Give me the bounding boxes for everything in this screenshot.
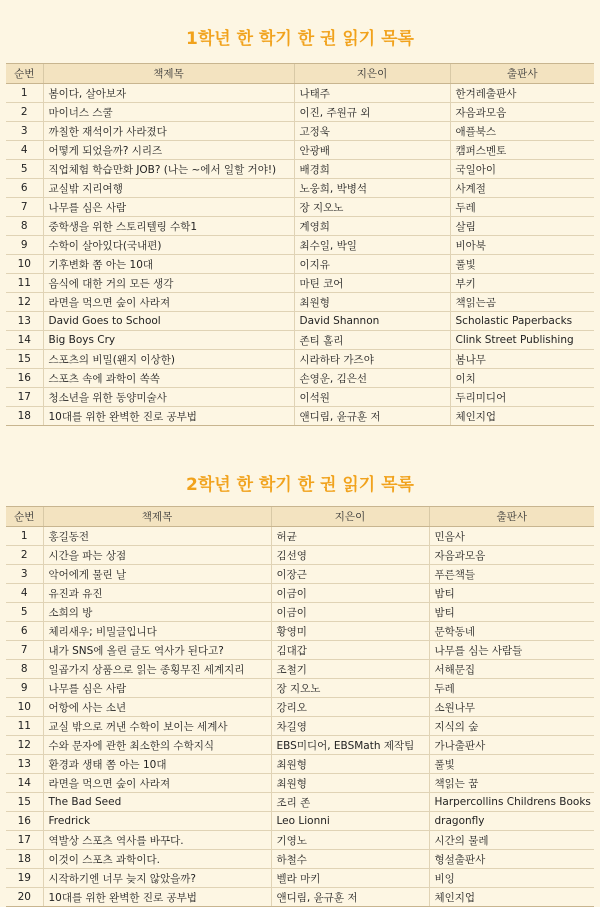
table-row xyxy=(6,350,594,369)
table-row xyxy=(6,622,594,641)
cell-author: 최수일, 박일 xyxy=(294,236,450,255)
cell-publisher: 두레 xyxy=(450,198,594,217)
cell-number: 14 xyxy=(6,331,43,350)
cell-publisher: 밤티 xyxy=(429,603,594,622)
cell-author: 손영운, 김은선 xyxy=(294,369,450,388)
cell-number: 11 xyxy=(6,274,43,293)
header-number: 순번 xyxy=(6,507,43,527)
cell-number: 1 xyxy=(6,84,43,103)
header-author: 지은이 xyxy=(294,64,450,84)
cell-title: 청소년을 위한 동양미술사 xyxy=(43,388,294,407)
cell-number: 3 xyxy=(6,565,43,584)
cell-author: 앤디림, 윤규훈 저 xyxy=(271,888,429,907)
cell-title: 직업체험 학습만화 JOB? (나는 ~에서 일할 거야!) xyxy=(43,160,294,179)
table-row xyxy=(6,812,594,831)
table-row xyxy=(6,793,594,812)
header-title: 책제목 xyxy=(43,507,271,527)
cell-title: Big Boys Cry xyxy=(43,331,294,350)
cell-author: 앤디림, 윤규훈 저 xyxy=(294,407,450,426)
cell-number: 18 xyxy=(6,407,43,426)
table-row xyxy=(6,236,594,255)
cell-number: 8 xyxy=(6,660,43,679)
cell-publisher: 캠퍼스멘토 xyxy=(450,141,594,160)
table-row xyxy=(6,850,594,869)
cell-number: 20 xyxy=(6,888,43,907)
cell-number: 18 xyxy=(6,850,43,869)
table-row xyxy=(6,84,594,103)
cell-publisher: 두리미디어 xyxy=(450,388,594,407)
cell-number: 8 xyxy=(6,217,43,236)
cell-title: 유진과 유진 xyxy=(43,584,271,603)
cell-number: 15 xyxy=(6,793,43,812)
cell-number: 12 xyxy=(6,293,43,312)
cell-number: 19 xyxy=(6,869,43,888)
cell-author: 이금이 xyxy=(271,584,429,603)
table-row xyxy=(6,774,594,793)
cell-author: 최원형 xyxy=(271,774,429,793)
table-row xyxy=(6,527,594,546)
cell-number: 11 xyxy=(6,717,43,736)
table-row xyxy=(6,369,594,388)
cell-number: 16 xyxy=(6,369,43,388)
cell-publisher: 밤티 xyxy=(429,584,594,603)
cell-publisher: 이치 xyxy=(450,369,594,388)
table-row xyxy=(6,584,594,603)
cell-author: 존티 홀리 xyxy=(294,331,450,350)
book-table xyxy=(6,506,594,907)
cell-author: 마틴 코어 xyxy=(294,274,450,293)
table-header-row xyxy=(6,507,594,527)
cell-publisher: 두레 xyxy=(429,679,594,698)
table-row xyxy=(6,717,594,736)
cell-author: 최원형 xyxy=(271,755,429,774)
cell-author: 이지유 xyxy=(294,255,450,274)
cell-number: 7 xyxy=(6,641,43,660)
table-row xyxy=(6,869,594,888)
cell-number: 17 xyxy=(6,831,43,850)
cell-author: 김선영 xyxy=(271,546,429,565)
cell-publisher: Harpercollins Childrens Books xyxy=(429,793,594,812)
cell-number: 13 xyxy=(6,312,43,331)
table-row xyxy=(6,388,594,407)
cell-author: 하철수 xyxy=(271,850,429,869)
cell-publisher: 시간의 물레 xyxy=(429,831,594,850)
cell-title: 마이너스 스쿨 xyxy=(43,103,294,122)
cell-publisher: 푸른책들 xyxy=(429,565,594,584)
cell-title: David Goes to School xyxy=(43,312,294,331)
cell-author: 황영미 xyxy=(271,622,429,641)
cell-author: 이장근 xyxy=(271,565,429,584)
cell-title: 10대를 위한 완벽한 진로 공부법 xyxy=(43,407,294,426)
cell-author: 계영희 xyxy=(294,217,450,236)
table-row xyxy=(6,103,594,122)
cell-number: 5 xyxy=(6,160,43,179)
cell-publisher: 자음과모음 xyxy=(429,546,594,565)
cell-title: 나무를 심은 사람 xyxy=(43,198,294,217)
header-publisher: 출판사 xyxy=(429,507,594,527)
cell-title: 체리새우; 비밀글입니다 xyxy=(43,622,271,641)
cell-number: 12 xyxy=(6,736,43,755)
cell-publisher: 비잉 xyxy=(429,869,594,888)
table-row xyxy=(6,141,594,160)
table-row xyxy=(6,198,594,217)
cell-title: 역발상 스포츠 역사를 바꾸다. xyxy=(43,831,271,850)
cell-publisher: 서해문집 xyxy=(429,660,594,679)
table-row xyxy=(6,255,594,274)
cell-publisher: 부키 xyxy=(450,274,594,293)
cell-title: 스포츠의 비밀(왠지 이상한) xyxy=(43,350,294,369)
table-row xyxy=(6,888,594,907)
cell-publisher: 소원나무 xyxy=(429,698,594,717)
cell-publisher: 나무를 심는 사람들 xyxy=(429,641,594,660)
cell-publisher: Clink Street Publishing xyxy=(450,331,594,350)
cell-number: 13 xyxy=(6,755,43,774)
table-row xyxy=(6,565,594,584)
cell-author: 기영노 xyxy=(271,831,429,850)
cell-author: 안광배 xyxy=(294,141,450,160)
header-title: 책제목 xyxy=(43,64,294,84)
cell-publisher: 봄나무 xyxy=(450,350,594,369)
cell-number: 4 xyxy=(6,584,43,603)
table-row xyxy=(6,698,594,717)
cell-title: 10대를 위한 완벽한 진로 공부법 xyxy=(43,888,271,907)
cell-author: 장 지오노 xyxy=(294,198,450,217)
table-row xyxy=(6,217,594,236)
cell-number: 4 xyxy=(6,141,43,160)
cell-publisher: 체인지업 xyxy=(450,407,594,426)
cell-number: 9 xyxy=(6,679,43,698)
cell-number: 2 xyxy=(6,103,43,122)
table-row xyxy=(6,831,594,850)
cell-publisher: Scholastic Paperbacks xyxy=(450,312,594,331)
cell-title: 이것이 스포츠 과학이다. xyxy=(43,850,271,869)
table-row xyxy=(6,660,594,679)
table-row xyxy=(6,293,594,312)
cell-title: 음식에 대한 거의 모든 생각 xyxy=(43,274,294,293)
cell-author: 시라하타 가즈야 xyxy=(294,350,450,369)
cell-publisher: 문학동네 xyxy=(429,622,594,641)
cell-publisher: 민음사 xyxy=(429,527,594,546)
cell-publisher: 가나출판사 xyxy=(429,736,594,755)
cell-publisher: 책읽는 꿈 xyxy=(429,774,594,793)
cell-publisher: 애플북스 xyxy=(450,122,594,141)
cell-author: 고정욱 xyxy=(294,122,450,141)
cell-title: 기후변화 쫌 아는 10대 xyxy=(43,255,294,274)
section-title: 1학년 한 학기 한 권 읽기 목록 xyxy=(186,29,414,49)
table-row xyxy=(6,736,594,755)
header-number: 순번 xyxy=(6,64,43,84)
cell-author: Leo Lionni xyxy=(271,812,429,831)
cell-author: 이석원 xyxy=(294,388,450,407)
cell-publisher: 살림 xyxy=(450,217,594,236)
cell-author: 배경희 xyxy=(294,160,450,179)
header-author: 지은이 xyxy=(271,507,429,527)
cell-author: 김대갑 xyxy=(271,641,429,660)
table-row xyxy=(6,274,594,293)
reading-list-grade1 xyxy=(0,0,600,426)
cell-number: 16 xyxy=(6,812,43,831)
section-title: 2학년 한 학기 한 권 읽기 목록 xyxy=(186,475,414,495)
cell-number: 6 xyxy=(6,622,43,641)
table-body xyxy=(6,84,594,426)
cell-author: 장 지오노 xyxy=(271,679,429,698)
cell-publisher: 풀빛 xyxy=(450,255,594,274)
cell-number: 3 xyxy=(6,122,43,141)
cell-title: 어떻게 되었을까? 시리즈 xyxy=(43,141,294,160)
cell-number: 5 xyxy=(6,603,43,622)
table-row xyxy=(6,122,594,141)
cell-number: 14 xyxy=(6,774,43,793)
cell-publisher: 체인지업 xyxy=(429,888,594,907)
header-publisher: 출판사 xyxy=(450,64,594,84)
cell-author: 나태주 xyxy=(294,84,450,103)
cell-author: 강리오 xyxy=(271,698,429,717)
cell-number: 1 xyxy=(6,527,43,546)
cell-number: 15 xyxy=(6,350,43,369)
cell-author: 이금이 xyxy=(271,603,429,622)
table-row xyxy=(6,603,594,622)
cell-title: 시간을 파는 상점 xyxy=(43,546,271,565)
cell-number: 10 xyxy=(6,698,43,717)
cell-title: 나무를 심은 사람 xyxy=(43,679,271,698)
cell-title: 수학이 살아있다(국내편) xyxy=(43,236,294,255)
cell-number: 2 xyxy=(6,546,43,565)
cell-title: 소희의 방 xyxy=(43,603,271,622)
cell-title: 교실밖 지리여행 xyxy=(43,179,294,198)
cell-author: 노웅희, 박병석 xyxy=(294,179,450,198)
cell-title: 교실 밖으로 꺼낸 수학이 보이는 세계사 xyxy=(43,717,271,736)
cell-title: Fredrick xyxy=(43,812,271,831)
cell-title: 중학생을 위한 스토리텔링 수학1 xyxy=(43,217,294,236)
table-header-row xyxy=(6,64,594,84)
cell-title: 어항에 사는 소년 xyxy=(43,698,271,717)
table-row xyxy=(6,546,594,565)
cell-author: 이진, 주원규 외 xyxy=(294,103,450,122)
cell-author: EBS미디어, EBSMath 제작팀 xyxy=(271,736,429,755)
cell-publisher: 사계절 xyxy=(450,179,594,198)
cell-publisher: 책읽는곰 xyxy=(450,293,594,312)
table-row xyxy=(6,160,594,179)
table-row xyxy=(6,312,594,331)
cell-number: 9 xyxy=(6,236,43,255)
cell-publisher: 한겨레출판사 xyxy=(450,84,594,103)
table-row xyxy=(6,179,594,198)
cell-publisher: 비아북 xyxy=(450,236,594,255)
book-table xyxy=(6,63,594,426)
cell-title: The Bad Seed xyxy=(43,793,271,812)
cell-title: 스포츠 속에 과학이 쏙쏙 xyxy=(43,369,294,388)
cell-title: 라면을 먹으면 숲이 사라져 xyxy=(43,293,294,312)
cell-number: 10 xyxy=(6,255,43,274)
cell-author: 조리 존 xyxy=(271,793,429,812)
table-row xyxy=(6,407,594,426)
cell-title: 시작하기엔 너무 늦지 않았을까? xyxy=(43,869,271,888)
cell-number: 7 xyxy=(6,198,43,217)
cell-title: 환경과 생태 쫌 아는 10대 xyxy=(43,755,271,774)
table-body xyxy=(6,527,594,907)
cell-author: 최원형 xyxy=(294,293,450,312)
cell-publisher: 국일아이 xyxy=(450,160,594,179)
cell-title: 내가 SNS에 올린 글도 역사가 된다고? xyxy=(43,641,271,660)
cell-publisher: 자음과모음 xyxy=(450,103,594,122)
cell-author: 허균 xyxy=(271,527,429,546)
reading-list-grade2 xyxy=(0,452,600,907)
cell-author: 조철기 xyxy=(271,660,429,679)
cell-title: 수와 문자에 관한 최소한의 수학지식 xyxy=(43,736,271,755)
cell-publisher: dragonfly xyxy=(429,812,594,831)
cell-author: 차길영 xyxy=(271,717,429,736)
cell-author: 벨라 마키 xyxy=(271,869,429,888)
cell-title: 봄이다, 살아보자 xyxy=(43,84,294,103)
cell-number: 17 xyxy=(6,388,43,407)
cell-title: 악어에게 물린 날 xyxy=(43,565,271,584)
cell-title: 홍길동전 xyxy=(43,527,271,546)
cell-publisher: 형설출판사 xyxy=(429,850,594,869)
table-row xyxy=(6,755,594,774)
cell-title: 라면을 먹으면 숲이 사라져 xyxy=(43,774,271,793)
cell-title: 까칠한 재석이가 사라졌다 xyxy=(43,122,294,141)
cell-author: David Shannon xyxy=(294,312,450,331)
table-row xyxy=(6,641,594,660)
cell-publisher: 풀빛 xyxy=(429,755,594,774)
table-row xyxy=(6,679,594,698)
table-row xyxy=(6,331,594,350)
cell-publisher: 지식의 숲 xyxy=(429,717,594,736)
cell-title: 일곱가지 상품으로 읽는 종횡무진 세계지리 xyxy=(43,660,271,679)
cell-number: 6 xyxy=(6,179,43,198)
